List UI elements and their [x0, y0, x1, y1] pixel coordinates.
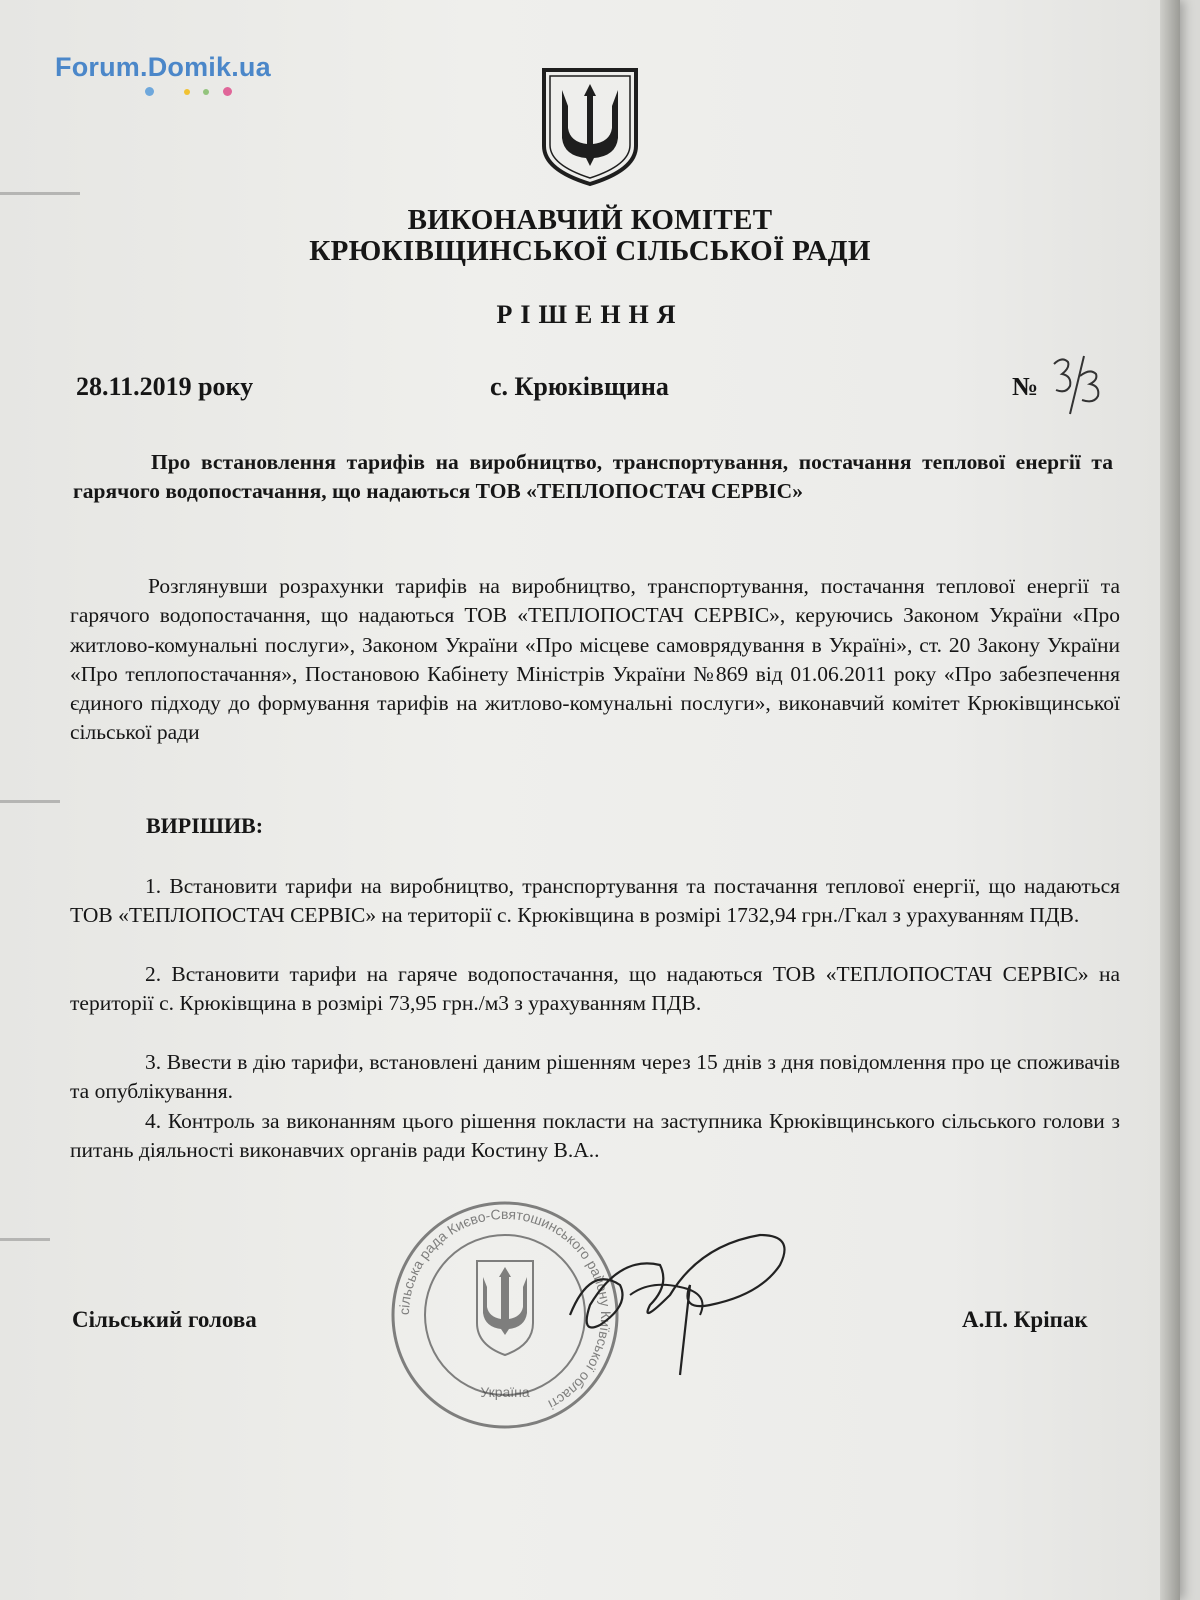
- resolution-item-2: 2. Встановити тарифи на гаряче водопостачання, що надаються ТОВ «ТЕПЛОПОСТАЧ СЕРВІС» на території с. Крюківщина в розмірі 73,95 грн./м3 з урахуванням ПДВ.: [70, 962, 1120, 1016]
- trident-coat-of-arms-icon: [540, 66, 640, 188]
- handwritten-number: [1050, 354, 1110, 416]
- scan-mark: [0, 800, 60, 803]
- resolution-item-1: 1. Встановити тарифи на виробництво, транспортування та постачання теплової енергії, що надаються ТОВ «ТЕПЛОПОСТАЧ СЕРВІС» на території с. Крюківщина в розмірі 1732,94 грн./Гкал з урахуванням ПДВ.: [70, 874, 1120, 928]
- decision-subject: [73, 448, 1113, 506]
- stamp-outer-text: сільська рада Києво-Святошинського району Київської області: [395, 1205, 615, 1413]
- document-place: с. Крюківщина: [490, 372, 669, 401]
- scan-mark: [0, 1238, 50, 1241]
- org-title-line1: ВИКОНАВЧИЙ КОМІТЕТ: [407, 204, 773, 236]
- resolved-label: ВИРІШИВ:: [146, 813, 264, 838]
- document-date: 28.11.2019 року: [76, 372, 254, 401]
- document-type: РІШЕННЯ: [496, 300, 684, 329]
- signatory-position: Сільський голова: [72, 1307, 257, 1332]
- stamp-bottom-text: Україна: [480, 1384, 530, 1400]
- org-title-line2: КРЮКІВЩИНСЬКОЇ СІЛЬСЬКОЇ РАДИ: [309, 235, 871, 267]
- subject-text: Про встановлення тарифів на виробництво, транспортування, постачання теплової енергії та гарячого водопостачання, що надаються ТОВ «ТЕПЛОПОСТАЧ СЕРВІС»: [73, 450, 1113, 503]
- number-sign: №: [1012, 372, 1039, 401]
- resolution-item-4: 4. Контроль за виконанням цього рішення покласти на заступника Крюківщинського сільського голови з питань діяльності виконавчих органів ради Костину В.А..: [70, 1109, 1120, 1163]
- watermark-logo: Forum.Domik.ua: [55, 52, 271, 82]
- resolution-item-3: 3. Ввести в дію тарифи, встановлені даним рішенням через 15 днів з дня повідомлення про це споживачів та опублікування.: [70, 1050, 1120, 1104]
- scan-mark: [0, 192, 80, 195]
- handwritten-signature: [560, 1225, 800, 1385]
- signatory-name: А.П. Кріпак: [962, 1307, 1088, 1332]
- preamble-paragraph: Розглянувши розрахунки тарифів на виробництво, транспортування, постачання теплової енергії та гарячого водопостачання, що надаються ТОВ «ТЕПЛОПОСТАЧ СЕРВІС», керуючись Законом України «Про житлово-комунальні послуги», Законом України «Про місцеве самоврядування в Україні», ст. 20 Закону України «Про теплопостачання», Постановою Кабінету Міністрів України №869 від 01.06.2011 року «Про забезпечення єдиного підходу до формування тарифів на житлово-комунальні послуги», виконавчий комітет Крюківщинської сільської ради: [70, 574, 1120, 745]
